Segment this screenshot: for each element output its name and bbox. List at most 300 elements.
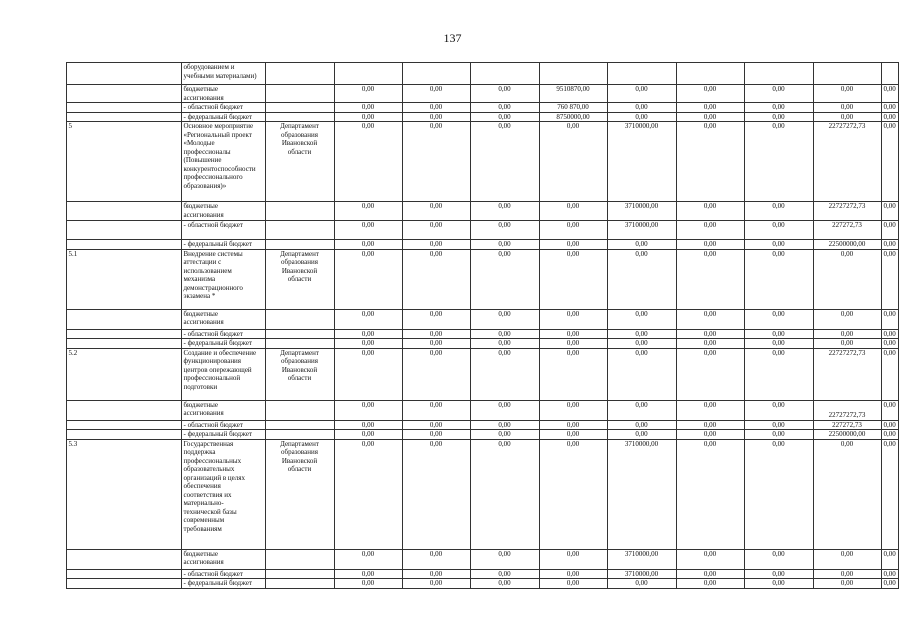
page-number: 137 <box>443 31 462 45</box>
value-cell: 0,00 <box>676 122 744 202</box>
executor-line: области <box>287 465 312 473</box>
value-cell: 0,00 <box>881 240 898 250</box>
budget-table <box>59 62 899 589</box>
name-line: - федеральный бюджет <box>183 112 253 121</box>
value-cell: 0,00 <box>402 202 470 221</box>
name-line: бюджетные <box>183 400 218 409</box>
value-cell: 0,00 <box>744 348 813 400</box>
row-index <box>66 329 181 339</box>
value-cell: 0,00 <box>744 240 813 250</box>
value-cell: 3710000,00 <box>607 569 676 579</box>
row-index <box>66 240 181 250</box>
value-cell: 22727272,73 <box>813 122 881 202</box>
value-cell: 22727272,73 <box>813 348 881 400</box>
row-index: 5 <box>66 122 181 202</box>
name-line: профессионального <box>183 173 243 181</box>
row-name <box>181 63 265 85</box>
row-name <box>181 85 265 103</box>
value-cell: 0,00 <box>539 348 607 400</box>
value-cell: 0,00 <box>607 400 676 420</box>
row-executor <box>265 85 334 103</box>
row-executor <box>265 112 334 122</box>
name-line: демонстрационного <box>183 283 243 292</box>
value-cell: 0,00 <box>744 249 813 309</box>
name-line: центров опережающей <box>183 365 252 374</box>
table-row <box>59 579 898 589</box>
value-cell: 9510870,00 <box>539 85 607 103</box>
row-spacer-cell <box>59 339 66 349</box>
value-cell: 0,00 <box>470 439 539 549</box>
value-cell: 0,00 <box>334 579 402 589</box>
value-cell: 0,00 <box>402 579 470 589</box>
table-row <box>59 85 898 103</box>
value-cell: 0,00 <box>470 202 539 221</box>
row-spacer-cell <box>59 240 66 250</box>
row-executor <box>265 309 334 329</box>
name-line: ассигнования <box>183 409 224 417</box>
row-spacer-cell <box>59 569 66 579</box>
value-cell: 0,00 <box>607 579 676 589</box>
name-line: Создание и обеспечение <box>183 348 257 357</box>
value-cell: 0,00 <box>539 249 607 309</box>
row-index: 5.1 <box>66 249 181 309</box>
row-executor <box>265 240 334 250</box>
value-cell: 0,00 <box>744 569 813 579</box>
value-cell: 0,00 <box>402 122 470 202</box>
table-row <box>59 112 898 122</box>
value-cell: 3710000,00 <box>607 202 676 221</box>
value-cell: 0,00 <box>676 430 744 440</box>
name-line: профессионалы <box>183 147 231 156</box>
name-line: образовательных <box>183 465 235 473</box>
value-cell: 3710000,00 <box>607 439 676 549</box>
value-cell: 0,00 <box>402 420 470 430</box>
row-index: 5.2 <box>66 348 181 400</box>
value-cell: 0,00 <box>539 202 607 221</box>
table-row <box>59 202 898 221</box>
row-spacer-cell <box>59 420 66 430</box>
value-cell: 0,00 <box>881 430 898 440</box>
value-cell: 0,00 <box>744 579 813 589</box>
row-index <box>66 63 181 85</box>
name-line: профессиональной <box>183 374 241 382</box>
value-cell: 0,00 <box>402 309 470 329</box>
value-cell <box>813 63 881 85</box>
value-cell: 0,00 <box>744 103 813 113</box>
table-row <box>59 309 898 329</box>
row-index <box>66 339 181 349</box>
value-cell: 0,00 <box>881 549 898 569</box>
value-cell: 0,00 <box>539 400 607 420</box>
name-line: «Молодые <box>183 139 215 147</box>
row-index <box>66 430 181 440</box>
value-cell: 0,00 <box>881 103 898 113</box>
value-cell: 22500000,00 <box>813 240 881 250</box>
value-cell: 0,00 <box>813 579 881 589</box>
name-line: соответствия их <box>183 490 232 499</box>
value-cell: 0,00 <box>402 348 470 400</box>
value-cell: 0,00 <box>881 122 898 202</box>
value-cell: 0,00 <box>470 579 539 589</box>
row-name <box>181 221 265 240</box>
executor-line: образования <box>281 357 318 365</box>
value-cell <box>744 63 813 85</box>
name-line: - областной бюджет <box>183 221 243 229</box>
value-cell: 0,00 <box>470 103 539 113</box>
row-index: 5.3 <box>66 439 181 549</box>
row-spacer-cell <box>59 85 66 103</box>
row-executor <box>265 579 334 589</box>
value-cell: 0,00 <box>470 549 539 569</box>
value-cell: 0,00 <box>813 569 881 579</box>
name-line: функционирования <box>183 357 242 365</box>
value-cell: 0,00 <box>402 569 470 579</box>
executor-line: Ивановской <box>281 266 318 275</box>
value-cell: 3710000,00 <box>607 122 676 202</box>
row-name <box>181 579 265 589</box>
value-cell: 0,00 <box>676 112 744 122</box>
value-cell: 0,00 <box>744 122 813 202</box>
row-index <box>66 103 181 113</box>
executor-line: Ивановской <box>281 456 318 465</box>
row-executor <box>265 348 334 400</box>
value-cell: 0,00 <box>539 439 607 549</box>
row-index <box>66 579 181 589</box>
value-cell: 0,00 <box>402 249 470 309</box>
name-line: ассигнования <box>183 318 224 326</box>
value-cell: 0,00 <box>676 400 744 420</box>
value-cell: 0,00 <box>881 249 898 309</box>
value-cell: 0,00 <box>744 339 813 349</box>
value-cell: 0,00 <box>539 549 607 569</box>
name-line: организаций в целях <box>183 473 245 482</box>
value-cell: 0,00 <box>470 122 539 202</box>
value-cell: 0,00 <box>744 549 813 569</box>
table-row <box>59 339 898 349</box>
value-cell: 0,00 <box>539 569 607 579</box>
value-cell: 0,00 <box>744 112 813 122</box>
value-cell: 0,00 <box>813 309 881 329</box>
value-cell: 0,00 <box>334 400 402 420</box>
name-line: - федеральный бюджет <box>183 579 253 587</box>
value-cell: 0,00 <box>334 339 402 349</box>
value-cell <box>607 63 676 85</box>
value-cell: 0,00 <box>470 420 539 430</box>
table-row <box>59 420 898 430</box>
value-cell: 0,00 <box>744 309 813 329</box>
value-cell: 0,00 <box>334 122 402 202</box>
row-spacer-cell <box>59 430 66 440</box>
row-spacer-cell <box>59 103 66 113</box>
value-cell: 0,00 <box>813 549 881 569</box>
value-cell: 0,00 <box>402 221 470 240</box>
name-line: технической базы <box>183 507 237 516</box>
value-cell: 0,00 <box>881 85 898 103</box>
row-name <box>181 202 265 221</box>
value-cell: 0,00 <box>744 439 813 549</box>
row-name <box>181 549 265 569</box>
table-row <box>59 439 898 549</box>
table-row <box>59 348 898 400</box>
row-name <box>181 569 265 579</box>
executor-line: Ивановской <box>281 139 318 147</box>
table-row <box>59 249 898 309</box>
value-cell: 0,00 <box>470 240 539 250</box>
value-cell: 0,00 <box>334 249 402 309</box>
value-cell: 0,00 <box>676 309 744 329</box>
value-cell: 0,00 <box>470 112 539 122</box>
value-cell: 0,00 <box>607 85 676 103</box>
name-line: Государственная <box>183 439 234 448</box>
name-line: - областной бюджет <box>183 103 243 111</box>
row-executor <box>265 439 334 549</box>
row-spacer-cell <box>59 309 66 329</box>
row-executor <box>265 221 334 240</box>
value-cell: 0,00 <box>607 430 676 440</box>
value-cell: 0,00 <box>676 202 744 221</box>
row-spacer-cell <box>59 249 66 309</box>
executor-line: Департамент <box>280 439 319 448</box>
value-cell: 0,00 <box>744 329 813 339</box>
value-cell <box>334 63 402 85</box>
name-line: ассигнования <box>183 210 224 219</box>
value-cell: 0,00 <box>470 400 539 420</box>
row-executor <box>265 569 334 579</box>
row-name <box>181 103 265 113</box>
value-cell: 0,00 <box>470 339 539 349</box>
value-cell: 0,00 <box>881 309 898 329</box>
row-name <box>181 339 265 349</box>
value-cell: 0,00 <box>744 420 813 430</box>
value-cell: 0,00 <box>607 339 676 349</box>
name-line: - федеральный бюджет <box>183 240 253 248</box>
row-executor <box>265 400 334 420</box>
row-executor <box>265 430 334 440</box>
value-cell: 0,00 <box>607 329 676 339</box>
row-name <box>181 400 265 420</box>
table-row <box>59 549 898 569</box>
executor-line: Департамент <box>280 348 319 357</box>
value-cell: 0,00 <box>470 309 539 329</box>
value-cell: 0,00 <box>402 400 470 420</box>
value-cell: 0,00 <box>607 348 676 400</box>
row-index <box>66 549 181 569</box>
name-line: бюджетные <box>183 549 218 558</box>
row-name <box>181 249 265 309</box>
value-cell: 0,00 <box>470 569 539 579</box>
table-row <box>59 329 898 339</box>
value-cell <box>402 63 470 85</box>
value-cell: 0,00 <box>402 240 470 250</box>
name-line: конкурентоспособности <box>183 164 256 173</box>
value-cell: 0,00 <box>539 122 607 202</box>
name-line: «Региональный проект <box>183 130 252 139</box>
value-cell: 0,00 <box>539 221 607 240</box>
value-cell: 0,00 <box>813 249 881 309</box>
value-cell: 0,00 <box>676 339 744 349</box>
value-cell: 0,00 <box>334 430 402 440</box>
value-cell: 0,00 <box>676 569 744 579</box>
row-name <box>181 112 265 122</box>
value-cell: 0,00 <box>744 221 813 240</box>
value-cell: 22727272,73 <box>813 202 881 221</box>
value-cell: 0,00 <box>607 240 676 250</box>
value-cell: 0,00 <box>676 549 744 569</box>
value-cell: 0,00 <box>402 85 470 103</box>
value-cell: 0,00 <box>676 240 744 250</box>
value-cell: 0,00 <box>744 430 813 440</box>
value-cell: 0,00 <box>813 439 881 549</box>
table-row <box>59 103 898 113</box>
name-line: ассигнования <box>183 558 224 566</box>
value-cell: 0,00 <box>881 339 898 349</box>
row-index <box>66 221 181 240</box>
row-index <box>66 309 181 329</box>
row-name <box>181 309 265 329</box>
value-cell: 0,00 <box>881 439 898 549</box>
value-cell: 0,00 <box>813 85 881 103</box>
value-cell: 0,00 <box>881 329 898 339</box>
name-line: - областной бюджет <box>183 420 243 429</box>
value-cell: 0,00 <box>470 430 539 440</box>
value-cell: 0,00 <box>607 309 676 329</box>
name-line: бюджетные <box>183 85 218 93</box>
value-cell: 0,00 <box>881 400 898 420</box>
executor-line: Департамент <box>280 122 319 130</box>
executor-line: области <box>287 275 312 283</box>
name-line: - федеральный бюджет <box>183 339 253 347</box>
row-spacer-cell <box>59 348 66 400</box>
value-cell: 0,00 <box>470 329 539 339</box>
row-name <box>181 122 265 202</box>
value-cell: 0,00 <box>334 85 402 103</box>
row-name <box>181 240 265 250</box>
name-line: ассигнования <box>183 93 224 102</box>
name-line: оборудованием и <box>183 63 235 71</box>
value-cell: 227272,73 <box>813 221 881 240</box>
name-line: образования)» <box>183 181 227 190</box>
value-cell: 0,00 <box>881 348 898 400</box>
value-cell: 0,00 <box>470 85 539 103</box>
value-cell: 0,00 <box>334 240 402 250</box>
value-cell: 0,00 <box>813 112 881 122</box>
value-cell: 0,00 <box>676 579 744 589</box>
value-cell: 0,00 <box>676 348 744 400</box>
value-cell: 0,00 <box>744 85 813 103</box>
value-cell: 0,00 <box>744 400 813 420</box>
name-line: учебными материалами) <box>183 71 257 80</box>
executor-line: образования <box>281 258 318 266</box>
row-name <box>181 430 265 440</box>
row-executor <box>265 420 334 430</box>
row-executor <box>265 329 334 339</box>
value-cell: 0,00 <box>539 579 607 589</box>
value-cell: 0,00 <box>334 103 402 113</box>
name-line: - федеральный бюджет <box>183 430 253 438</box>
value-cell: 0,00 <box>402 329 470 339</box>
row-spacer-cell <box>59 579 66 589</box>
name-line: аттестации с <box>183 258 222 266</box>
value-cell: 0,00 <box>402 439 470 549</box>
value-cell: 0,00 <box>676 249 744 309</box>
row-executor <box>265 122 334 202</box>
row-spacer-cell <box>59 221 66 240</box>
value-cell <box>676 63 744 85</box>
name-line: Основное мероприятие <box>183 122 254 130</box>
value-cell: 0,00 <box>607 112 676 122</box>
value-cell: 22727272,73 <box>813 400 881 420</box>
value-cell: 8750000,00 <box>539 112 607 122</box>
executor-line: образования <box>281 130 318 139</box>
row-index <box>66 420 181 430</box>
value-cell: 0,00 <box>334 221 402 240</box>
value-cell: 0,00 <box>539 329 607 339</box>
value-cell: 0,00 <box>881 579 898 589</box>
value-cell: 0,00 <box>334 329 402 339</box>
row-index <box>66 400 181 420</box>
row-index <box>66 202 181 221</box>
value-cell: 0,00 <box>402 103 470 113</box>
row-executor <box>265 63 334 85</box>
name-line: современным <box>183 516 225 524</box>
value-cell <box>470 63 539 85</box>
value-cell: 0,00 <box>676 420 744 430</box>
value-cell: 760 870,00 <box>539 103 607 113</box>
value-cell: 0,00 <box>402 112 470 122</box>
row-executor <box>265 249 334 309</box>
executor-line: Ивановской <box>281 365 318 374</box>
value-cell: 0,00 <box>402 339 470 349</box>
value-cell: 0,00 <box>607 103 676 113</box>
name-line: экзамена * <box>183 292 216 300</box>
executor-line: Департамент <box>280 249 319 258</box>
value-cell: 0,00 <box>470 348 539 400</box>
table-row <box>59 430 898 440</box>
row-name <box>181 420 265 430</box>
table-row <box>59 240 898 250</box>
value-cell <box>881 63 898 85</box>
value-cell: 0,00 <box>539 339 607 349</box>
name-line: профессиональных <box>183 456 242 465</box>
value-cell: 0,00 <box>539 420 607 430</box>
value-cell: 0,00 <box>813 103 881 113</box>
executor-line: области <box>287 147 312 156</box>
value-cell: 0,00 <box>334 439 402 549</box>
name-line: бюджетные <box>183 309 218 318</box>
value-cell: 0,00 <box>676 329 744 339</box>
value-cell: 0,00 <box>676 85 744 103</box>
name-line: требованиям <box>183 524 222 533</box>
value-cell: 0,00 <box>402 430 470 440</box>
table-row <box>59 221 898 240</box>
row-spacer-cell <box>59 439 66 549</box>
row-index <box>66 85 181 103</box>
name-line: поддержка <box>183 448 216 456</box>
value-cell: 227272,73 <box>813 420 881 430</box>
value-cell: 0,00 <box>334 569 402 579</box>
name-line: материально- <box>183 499 224 507</box>
row-executor <box>265 339 334 349</box>
table-row <box>59 122 898 202</box>
value-cell <box>539 63 607 85</box>
row-index <box>66 112 181 122</box>
value-cell: 0,00 <box>881 221 898 240</box>
name-line: (Повышение <box>183 156 222 164</box>
value-cell: 0,00 <box>470 221 539 240</box>
value-cell: 0,00 <box>470 249 539 309</box>
value-cell: 0,00 <box>334 112 402 122</box>
value-cell: 0,00 <box>539 309 607 329</box>
